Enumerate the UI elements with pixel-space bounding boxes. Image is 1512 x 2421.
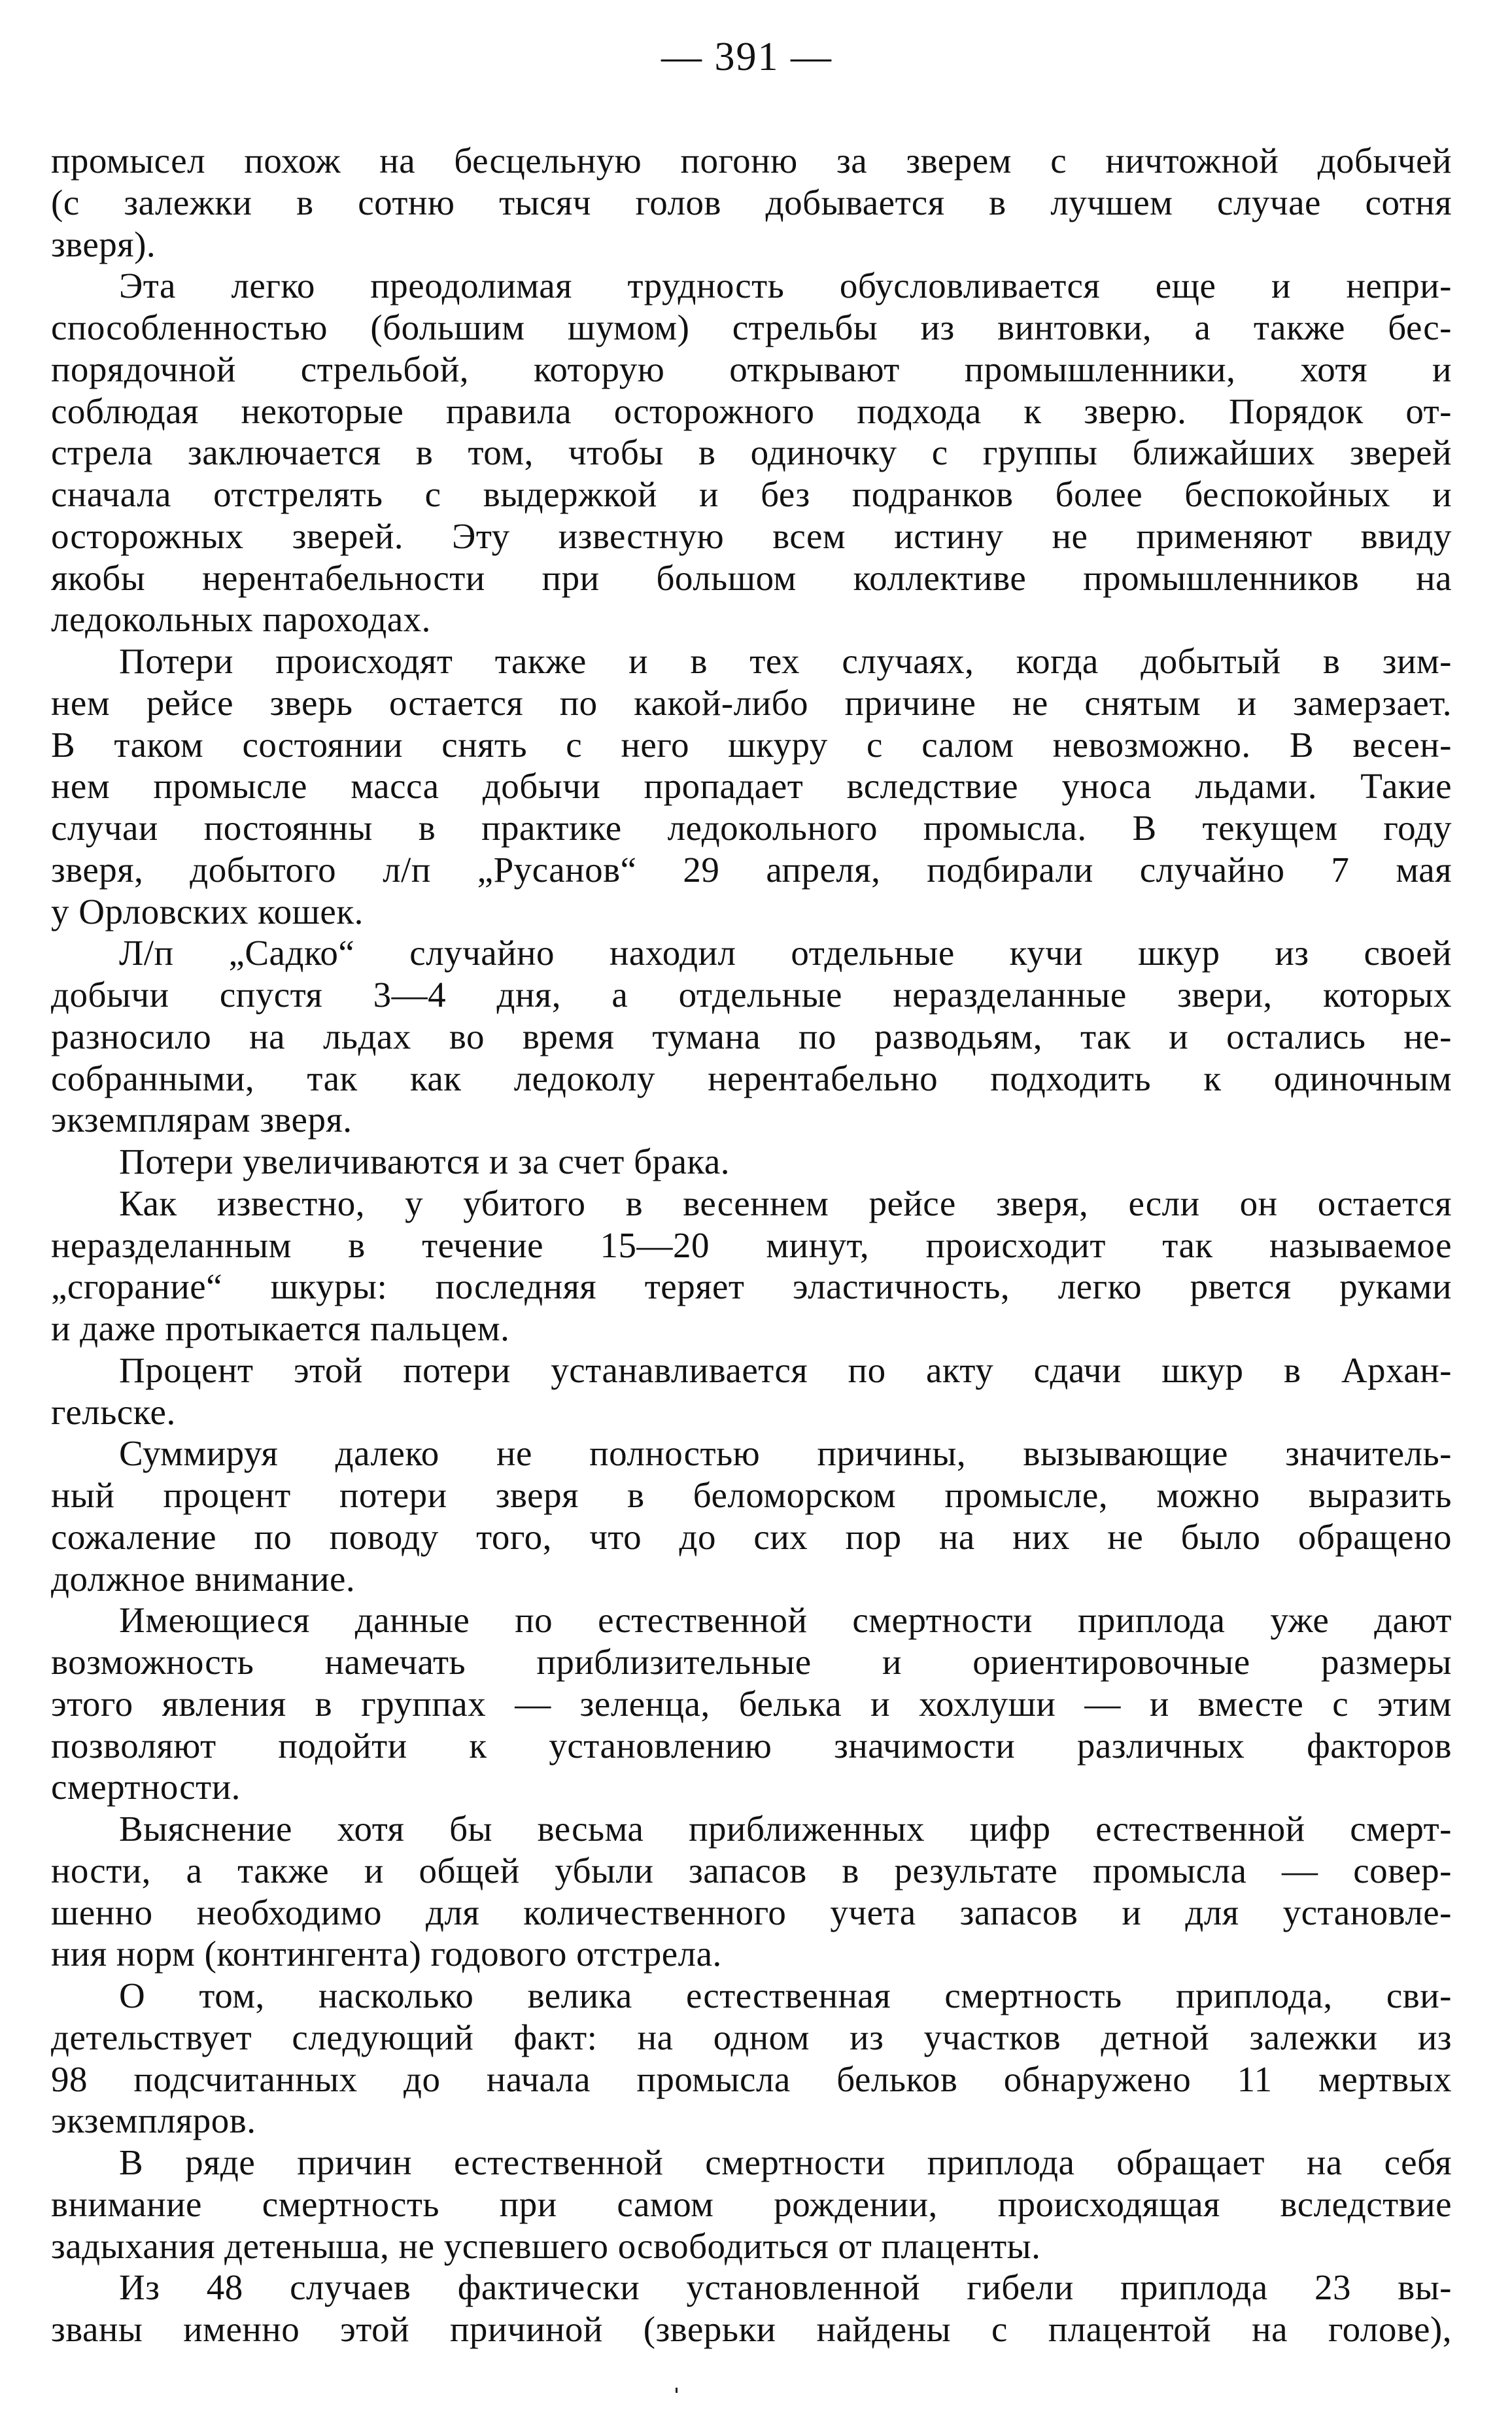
text-line: собранными, так как ледоколу нерентабельно подходить к одиночным bbox=[51, 1058, 1452, 1098]
text-line: неразделанным в течение 15—20 минут, происходит так называемое bbox=[51, 1225, 1452, 1265]
text-line: шенно необходимо для количественного учета запасов и для установле- bbox=[51, 1892, 1452, 1932]
text-line: смертности. bbox=[51, 1767, 241, 1807]
text-line: способленностью (большим шумом) стрельбы из винтовки, а также бес- bbox=[51, 307, 1452, 347]
text-line: (с залежки в сотню тысяч голов добывается в лучшем случае сотня bbox=[51, 182, 1452, 222]
text-line: нем рейсе зверь остается по какой-либо причине не снятым и замерзает. bbox=[51, 682, 1452, 723]
body-text bbox=[51, 140, 1452, 2350]
text-line: В таком состоянии снять с него шкуру с салом невозможно. В весен- bbox=[51, 724, 1452, 765]
text-line: Суммируя далеко не полностью причины, вызывающие значитель- bbox=[119, 1433, 1452, 1474]
text-line: Потери происходят также и в тех случаях, когда добытый в зим- bbox=[119, 641, 1452, 681]
text-line: позволяют подойти к установлению значимости различных факторов bbox=[51, 1725, 1452, 1766]
text-line: „сгорание“ шкуры: последняя теряет эластичность, легко рвется руками bbox=[51, 1266, 1452, 1307]
text-line: ния норм (контингента) годового отстрела. bbox=[51, 1934, 722, 1974]
text-line: ледокольных пароходах. bbox=[51, 599, 431, 640]
text-line: осторожных зверей. Эту известную всем истину не применяют ввиду bbox=[51, 515, 1452, 556]
text-line: сначала отстрелять с выдержкой и без подранков более беспокойных и bbox=[51, 474, 1452, 514]
text-line: Эта легко преодолимая трудность обусловливается еще и непри- bbox=[119, 266, 1452, 306]
text-line: и даже протыкается пальцем. bbox=[51, 1308, 510, 1348]
text-line: добычи спустя 3—4 дня, а отдельные неразделанные звери, которых bbox=[51, 975, 1452, 1015]
text-line: должное внимание. bbox=[51, 1558, 356, 1599]
text-line: порядочной стрельбой, которую открывают промышленники, хотя и bbox=[51, 349, 1452, 389]
text-line: разносило на льдах во время тумана по разводьям, так и остались не- bbox=[51, 1016, 1452, 1056]
text-line: внимание смертность при самом рождении, происходящая вследствие bbox=[51, 2184, 1452, 2224]
text-line: званы именно этой причиной (зверьки найдены с плацентой на голове), bbox=[51, 2309, 1452, 2349]
text-line: задыхания детеныша, не успевшего освободиться от плаценты. bbox=[51, 2225, 1041, 2266]
text-line: экземплярам зверя. bbox=[51, 1100, 352, 1140]
text-line: Как известно, у убитого в весеннем рейсе зверя, если он остается bbox=[119, 1183, 1452, 1223]
page-number: — 391 — bbox=[661, 35, 833, 79]
text-line: 98 подсчитанных до начала промысла бельков обнаружено 11 мертвых bbox=[51, 2059, 1452, 2099]
text-line: гельске. bbox=[51, 1391, 176, 1432]
text-line: детельствует следующий факт: на одном из участков детной залежки из bbox=[51, 2017, 1452, 2057]
text-line: Выяснение хотя бы весьма приближенных цифр естественной смерт- bbox=[119, 1809, 1452, 1849]
text-line: якобы нерентабельности при большом коллективе промышленников на bbox=[51, 557, 1452, 598]
text-line: Л/п „Садко“ случайно находил отдельные кучи шкур из своей bbox=[119, 933, 1452, 973]
text-line: нем промысле масса добычи пропадает вследствие уноса льдами. Такие bbox=[51, 766, 1452, 807]
text-line: сожаление по поводу того, что до сих пор на них не было обращено bbox=[51, 1516, 1452, 1557]
text-line: стрела заключается в том, чтобы в одиночку с группы ближайших зверей bbox=[51, 432, 1452, 473]
text-line: Процент этой потери устанавливается по акту сдачи шкур в Архан- bbox=[119, 1350, 1452, 1390]
scan-speck bbox=[676, 2388, 678, 2393]
text-line: у Орловских кошек. bbox=[51, 891, 364, 932]
text-line: В ряде причин естественной смертности приплода обращает на себя bbox=[119, 2142, 1452, 2182]
text-line: зверя, добытого л/п „Русанов“ 29 апреля, подбирали случайно 7 мая bbox=[51, 849, 1452, 890]
text-line: этого явления в группах — зеленца, белька и хохлуши — и вместе с этим bbox=[51, 1683, 1452, 1724]
text-line: возможность намечать приблизительные и ориентировочные размеры bbox=[51, 1642, 1452, 1682]
text-line: зверя). bbox=[51, 224, 156, 264]
text-line: Из 48 случаев фактически установленной гибели приплода 23 вы- bbox=[119, 2267, 1452, 2308]
text-line: промысел похож на бесцельную погоню за зверем с ничтожной добычей bbox=[51, 141, 1452, 181]
text-line: соблюдая некоторые правила осторожного подхода к зверю. Порядок от- bbox=[51, 391, 1452, 431]
text-line: О том, насколько велика естественная смертность приплода, сви- bbox=[119, 1976, 1452, 2015]
text-line: случаи постоянны в практике ледокольного промысла. В текущем году bbox=[51, 808, 1452, 848]
text-line: экземпляров. bbox=[51, 2100, 256, 2141]
text-line: ный процент потери зверя в беломорском промысле, можно выразить bbox=[51, 1475, 1452, 1515]
text-line: ности, а также и общей убыли запасов в результате промысла — совер- bbox=[51, 1850, 1452, 1890]
text-line: Имеющиеся данные по естественной смертности приплода уже дают bbox=[119, 1600, 1452, 1641]
text-line: Потери увеличиваются и за счет брака. bbox=[119, 1141, 730, 1181]
